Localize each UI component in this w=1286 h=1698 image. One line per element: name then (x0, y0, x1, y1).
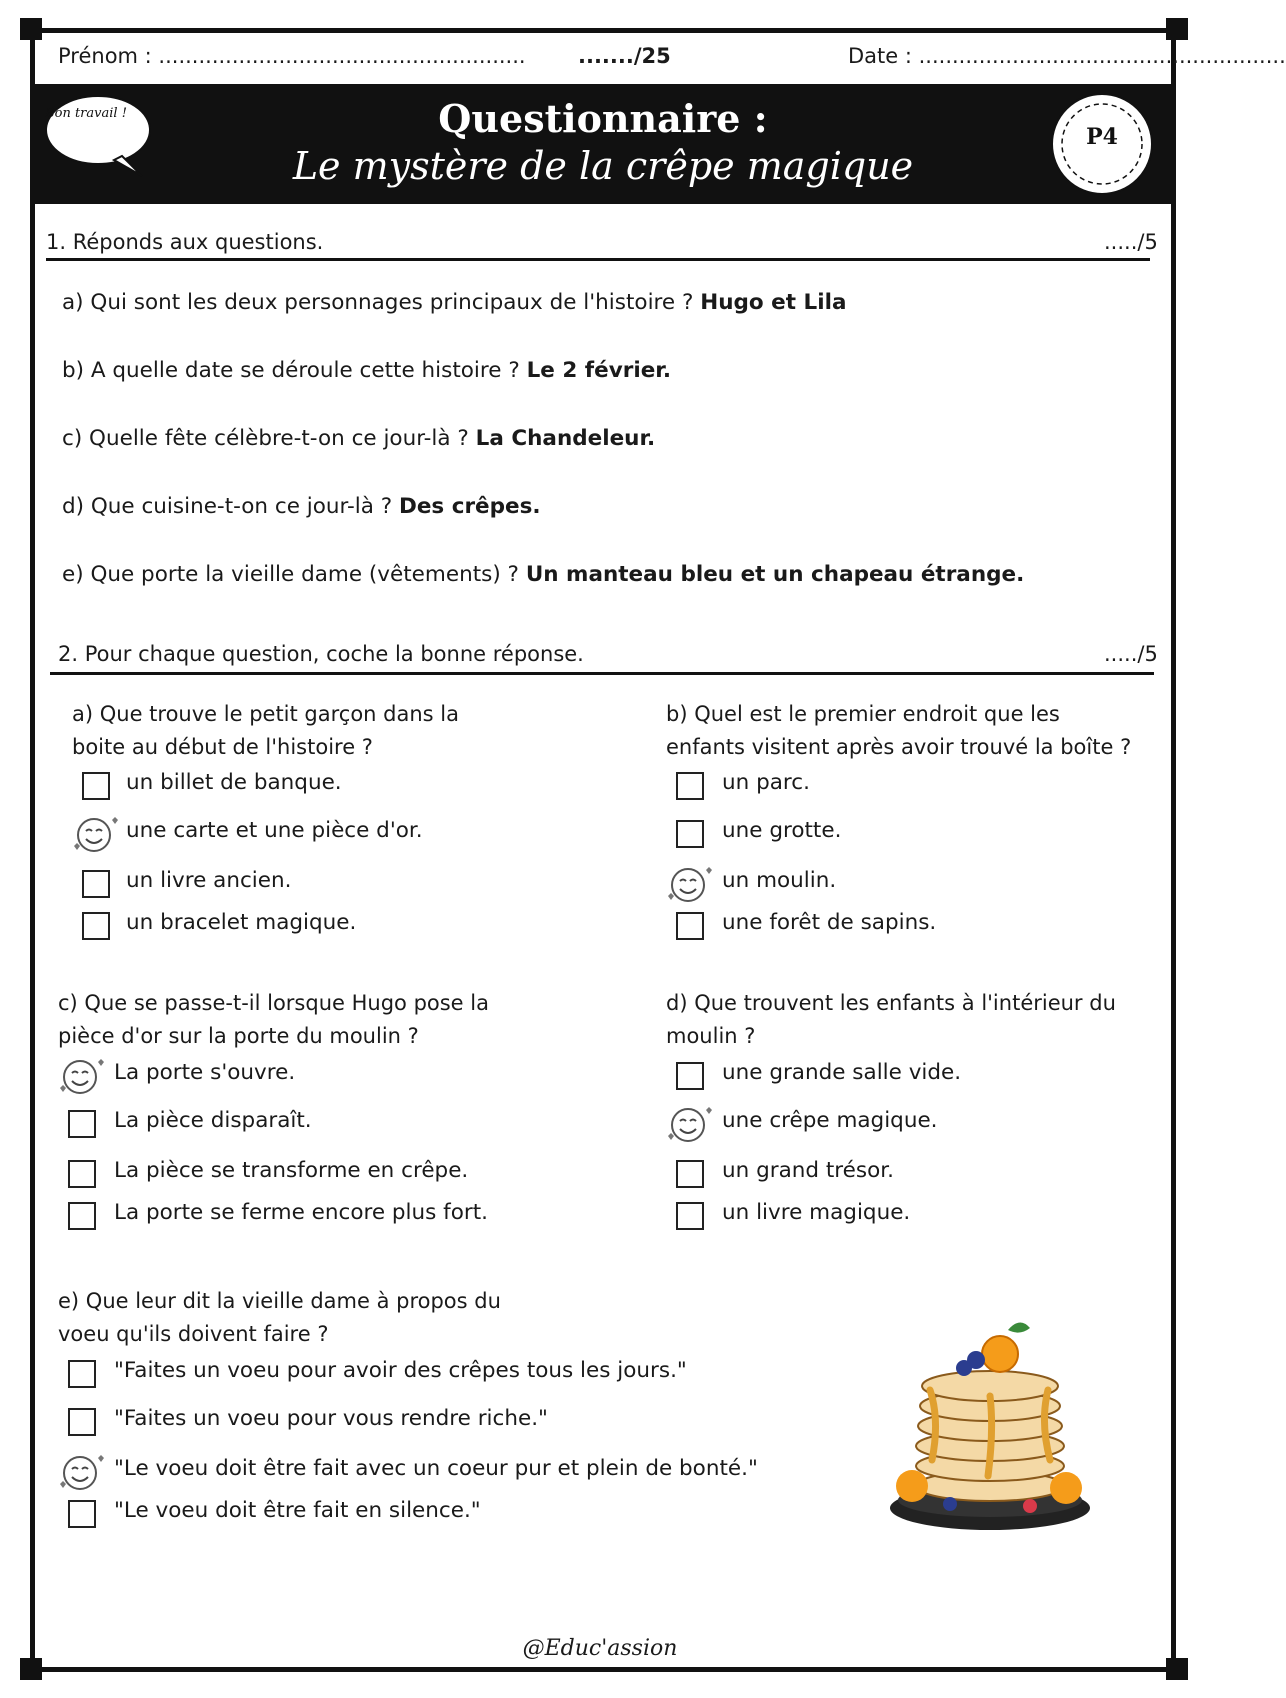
question-e: e) Que porte la vieille dame (vêtements) ? Un manteau bleu et un chapeau étrange. (62, 562, 1025, 587)
mcq-option-label: "Faites un voeu pour vous rendre riche." (114, 1406, 548, 1431)
frame-corner (1166, 18, 1188, 40)
level-badge-text: P4 (1086, 124, 1118, 150)
mcq-option-label: La porte s'ouvre. (114, 1060, 296, 1085)
smiley-check-icon[interactable] (72, 814, 118, 856)
title-banner (30, 84, 1176, 204)
mcq-question-line: pièce d'or sur la porte du moulin ? (58, 1024, 419, 1048)
checkbox-icon[interactable] (676, 1062, 704, 1090)
mcq-option-label: un livre ancien. (126, 868, 292, 893)
section1-score: ...../5 (1104, 230, 1158, 254)
checkbox-icon[interactable] (676, 1202, 704, 1230)
section1-heading: 1. Réponds aux questions. (46, 230, 324, 254)
question-c: c) Quelle fête célèbre-t-on ce jour-là ? La Chandeleur. (62, 426, 656, 451)
smiley-check-icon[interactable] (58, 1452, 104, 1494)
mcq-option-label: un grand trésor. (722, 1158, 894, 1183)
checkbox-icon[interactable] (82, 772, 110, 800)
checkbox-icon[interactable] (68, 1408, 96, 1436)
checkbox-icon[interactable] (676, 820, 704, 848)
mcq-question-e (58, 1285, 501, 1351)
footer-credit: @Educ'assion (522, 1636, 678, 1661)
mcq-option-label: un livre magique. (722, 1200, 911, 1225)
date-field[interactable]: Date : ....................................................... (848, 44, 1286, 68)
question-a: a) Qui sont les deux personnages principaux de l'histoire ? Hugo et Lila (62, 290, 847, 315)
total-score: .......⁠/25 (578, 44, 671, 68)
mcq-option-label: "Le voeu doit être fait avec un coeur pur et plein de bonté." (114, 1456, 758, 1481)
mcq-question-line: e) Que leur dit la vieille dame à propos du (58, 1289, 501, 1313)
question-b: b) A quelle date se déroule cette histoire ? Le 2 février. (62, 358, 671, 383)
mcq-option-label: une forêt de sapins. (722, 910, 937, 935)
checkbox-icon[interactable] (676, 1160, 704, 1188)
checkbox-icon[interactable] (68, 1160, 96, 1188)
mcq-option-label: un moulin. (722, 868, 837, 893)
prenom-field[interactable]: Prénom : ....................................................... (58, 44, 526, 68)
section-rule (50, 672, 1154, 675)
mcq-option-label: un billet de banque. (126, 770, 342, 795)
mcq-option-label: La pièce disparaît. (114, 1108, 312, 1133)
answer-b: Le 2 février. (526, 358, 671, 383)
mcq-question-c (58, 987, 489, 1053)
page-title: Questionnaire : (438, 96, 768, 141)
mcq-question-a (72, 698, 459, 764)
checkbox-icon[interactable] (676, 912, 704, 940)
mcq-option-label: La pièce se transforme en crêpe. (114, 1158, 469, 1183)
mcq-option-label: une crêpe magique. (722, 1108, 938, 1133)
frame-corner (20, 18, 42, 40)
mcq-option-label: La porte se ferme encore plus fort. (114, 1200, 489, 1225)
frame-corner (1166, 1658, 1188, 1680)
mcq-question-line: a) Que trouve le petit garçon dans la (72, 702, 459, 726)
answer-c: La Chandeleur. (475, 426, 656, 451)
mcq-question-line: moulin ? (666, 1024, 756, 1048)
answer-a: Hugo et Lila (700, 290, 847, 315)
mcq-option-label: une grotte. (722, 818, 842, 843)
mcq-question-d (666, 987, 1116, 1053)
checkbox-icon[interactable] (676, 772, 704, 800)
crepe-stack-illustration (880, 1310, 1100, 1540)
section-rule (46, 258, 1150, 261)
mcq-option-label: un bracelet magique. (126, 910, 357, 935)
checkbox-icon[interactable] (68, 1360, 96, 1388)
checkbox-icon[interactable] (68, 1202, 96, 1230)
checkbox-icon[interactable] (68, 1500, 96, 1528)
mcq-option-label: "Faites un voeu pour avoir des crêpes tous les jours." (114, 1358, 687, 1383)
section2-score: ...../5 (1104, 642, 1158, 666)
smiley-check-icon[interactable] (58, 1056, 104, 1098)
checkbox-icon[interactable] (68, 1110, 96, 1138)
answer-d: Des crêpes. (398, 494, 541, 519)
mcq-question-line: b) Quel est le premier endroit que les (666, 702, 1060, 726)
page-subtitle: Le mystère de la crêpe magique (292, 144, 914, 188)
mcq-option-label: une grande salle vide. (722, 1060, 962, 1085)
mcq-option-label: "Le voeu doit être fait en silence." (114, 1498, 481, 1523)
question-d: d) Que cuisine-t-on ce jour-là ? Des crêpes. (62, 494, 541, 519)
mcq-option-label: un parc. (722, 770, 810, 795)
mcq-question-b (666, 698, 1131, 764)
checkbox-icon[interactable] (82, 912, 110, 940)
checkbox-icon[interactable] (82, 870, 110, 898)
smiley-check-icon[interactable] (666, 864, 712, 906)
mcq-question-line: d) Que trouvent les enfants à l'intérieur du (666, 991, 1116, 1015)
mcq-question-line: voeu qu'ils doivent faire ? (58, 1322, 329, 1346)
section2-heading: 2. Pour chaque question, coche la bonne réponse. (58, 642, 584, 666)
frame-corner (20, 1658, 42, 1680)
mcq-question-line: boite au début de l'histoire ? (72, 735, 373, 759)
mcq-question-line: enfants visitent après avoir trouvé la boîte ? (666, 735, 1132, 759)
smiley-check-icon[interactable] (666, 1104, 712, 1146)
mcq-question-line: c) Que se passe-t-il lorsque Hugo pose la (58, 991, 489, 1015)
bubble-text: Bon travail ! (45, 106, 127, 121)
answer-e: Un manteau bleu et un chapeau étrange. (525, 562, 1025, 587)
mcq-option-label: une carte et une pièce d'or. (126, 818, 423, 843)
